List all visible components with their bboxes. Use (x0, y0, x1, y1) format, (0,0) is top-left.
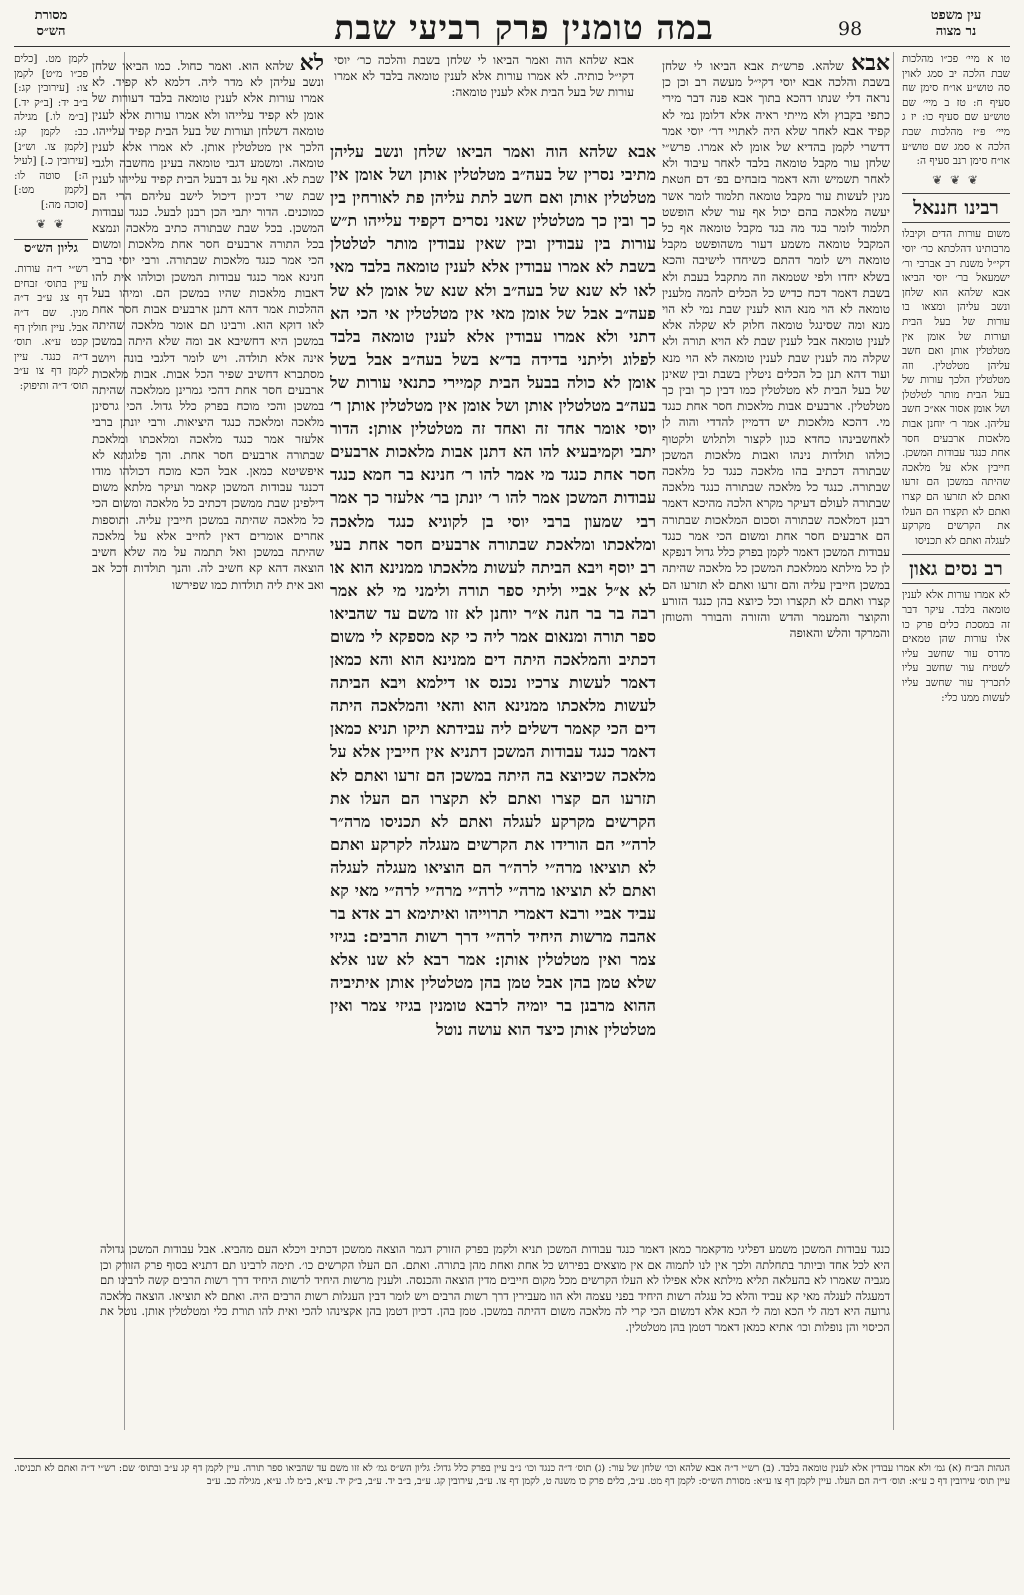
rashi-text: שלהא. פרש״ת אבא הביאו לי שלחן בשבת והלכה אבא יוסי דקי״ל מעשה רב וכן כן נראה דלי שנתו דהכא בתוך אבא פנה דבר מירי כתפי בקבוץ ולא מייתי ראיה אלא דלומן נמי לא קפיד אבא לאחר שלא היה לאתויי דר׳ יוסי אמר דדשרי לקמן בהדיא של אומן לא אמרו. פרש״י שלחן עור מקבל טומאה בלבד לאחר עיבוד ולא לאחר תשמיש והא דאמר בזבחים בפ׳ דם חטאת מנין לעשות עור מקבל טומאה תלמוד לומר אשר יעשה מלאכה בהם יכול אף עור שלא הופשט תלמוד לומר בגד מה בגד מקבל טומאה אף כל המקבל טומאה משמע דעור משהופשט מקבל טומאה ויש לומר דהתם כשיחדו לישיבה והכא בשלא יחדו ולפי שטמאה וזה מתקבל בעבת ולא בשבת דאמר דכח כדיש כל הכלים להמה מלענין טומאה לא הוי מנא הוא לענין שבת נמי לא הוי מנא ומה שסינגל טומאה חלוק לא שקלה אלא לענין טומאה אבל לענין שבת לא הויא תורה ולא שקלה מה לענין שבת לענין טומאה לא הוי מנא ועוד דהא תנן כל הכלים ניטלין בשבת ובין שאינן של בעל הבית לא מטלטלין כמו דבין כך ובין כך מטלטלין. ארבעים אבות מלאכות חסר אחת כנגד מי. דהכא מלאכות יש דדמיין להדדי והוה לן לאחשבינהו כחדא כגון לקצור ולתלוש ולקטוף כולהו תולדות נינהו ואבות מלאכות המשכן שבתורה דכתיב בהו מלאכה כנגד כל מלאכה שבתורה. כנגד כל מלאכה שבתורה כנגד מלאכה שבתורה לעולם דעיקר מקרא הלכה מהיכא דאמר רבנן דמלאכה שבתורה וסכום המלאכות שבתורה הם ארבעים חסר אחת ומשום הכי אמר כנגד עבודות המשכן דאמר לקמן בפרק כלל גדול דנפקא לן כל מילתא ממלאכת המשכן כל מלאכה שהיתה במשכן חייבין עליה והם זרעו ואתם לא תזרעו הם קצרו ואתם לא תקצרו וכל כיוצא בהן כנגד הזורע והקוצר והמעמר והדש והזורה והבורר והטוחן והמרקד והלש והאופה (662, 59, 890, 641)
gilyon-hashas-text: רש״י ד״ה עורות. עיין בתוס׳ זבחים דף צג ע״ב ד״ה מנין. שם ד״ה אבל. עיין חולין דף קכט ע״א. תוס׳ ד״ה כנגד. עיין לקמן דף צו ע״ב תוס׳ ד״ה ותיפוק: (14, 263, 88, 392)
masoret-label-line-1: מסורת (34, 8, 68, 23)
gilyon-hashas-title: גליון הש״ס (14, 239, 88, 258)
tosafot-text: שלהא הוא. ואמר כחול. כמו הביאו שלחן ונשב עליהן לא מדר ליה. דלמא לא קפיד. לא אמרו עורות אלא לענין טומאה בלבד דעורות של אומן לא קפיד עלייהו ולא אמרו עורות אלא לענין טומאה דשלחן ועורות של בעל הבית קפיד עלייהו. הלכך אין מטלטלין אותן. לא אמרו אלא לענין טומאה. ומשמע דגבי טומאה בעינן מחשבה ולגבי שבת לא. ואף על גב דבעל הבית קפיד עלייהו לענין שבת שרי דכיון דיכול לישב עליהם הרי הם כמוכנים. הדור יתבי הכן רבנן לבעל. כנגד עבודות המשכן. בכל שבת שבתורה כתיב מלאכה ונמצא בכל התורה ארבעים חסר אחת מלאכות ומשום הכי אמר כנגד מלאכות שבתורה. ורבי יוסי ברבי חנינא אמר כנגד עבודות המשכן וכולהו אית להו דאבות מלאכות שהיו במשכן הם. ומיהו בעל ההלכות אמר דהא דתנן ארבעים אבות חסר אחת לאו דוקא הוא. ורבינו תם אומר מלאכה שהיתה במשכן היא דחשיבא אב ומה שלא היתה במשכן אינה אלא תולדה. ויש לומר דלגבי בונה ויושב מסתברא דחשיב שפיר הכל אבות. אבות מלאכות ארבעים חסר אחת דהכי גמרינן ממלאכה שהיתה במשכן והכי מוכח בפרק כלל גדול. הכי גרסינן מלאכה ומלאכה כנגד היציאות. ורבי יונתן ברבי אלעזר אמר כנגד מלאכה ומלאכתו ומלאכת שבתורה ארבעים חסר אחת. והך פלוגתא לא איפשיטא כמאן. אבל הכא מוכח דכולהו מודו דכנגד עבודות המשכן קאמר ועיקר מלתא משום דילפינן שבת ממשכן דכתיב כל מלאכה ומשום הכי כל מלאכה שהיתה במשכן חייבין עליה. ותוספות אחרים אומרים דאין לחייב אלא על מלאכה שהיתה במשכן ואל תתמה על מה שלא חשיב הוצאה דהא קא חשיב לה. והנך תולדות דכל אב ואב אית ליה תולדות כמו שפירשו (92, 59, 324, 592)
rav-nissim-gaon-title: רב נסים גאון (902, 554, 1010, 584)
footer-rule (14, 1458, 1010, 1459)
bottom-commentary: כנגד עבודות המשכן משמע דפליגי מדקאמר כמאן דאמר כנגד עבודות המשכן תניא ולקמן בפרק הזורק דגמר הוצאה ממשכן דכתיב ויכלא העם מהביא. אבל עבודות המשכן גדולה היא לכל אחד וביותר בתחלתה ולכך אין לנו לתמוה אם אין מוצאים בפירוש כל אחת ואחת מהן בתורה. ואתם. הם העלו הקרשים כו׳. תימה לרבינו תם דתניא בסוף פרק הזורק וכן מגביה שאמרו לא בהעלאה תליא מילתא אלא אפילו לא העלו הקרשים מכל מקום חייבים מדין הוצאה והכנסה. ולענין מרשות היחיד לרשות היחיד דרך רשות הרבים קשה לרבינו תם דמעגלה לעגלה מאי קא עביד והלא כל עגלה רשות היחיד בפני עצמה ולא הוו מעבירין דרך רשות הרבים ויש לומר דבין העגלות רשות הרבים היה. ואתם לא תוציאו. הוצאה מלאכה גרועה היא דמה לי הכא ומה לי הכא אלא דמשום הכי קרי לה מלאכה משום דהיתה במשכן. טמן בהן. דכיון דטמן בהן אקצינהו להכי ואית להו תורת כלי ומטלטלין אותן. נוטל את הכיסוי והן נופלות וכו׳ אתיא כמאן דאמר דטמן בהן מטלטלין. (100, 1242, 890, 1334)
page-number: 98 (838, 18, 863, 40)
ein-mishpat-label (902, 8, 1010, 40)
gemara-main-text: אבא שלהא הוה ואמר הביאו שלחן ונשב עליהן מתיבי נסרין של בעה״ב מטלטלין אותן ושל אומן אין מטלטלין אותן ואם חשב לתת עליהן פת לאורחין בין כך ובין כך מטלטלין שאני נסרים דקפיד עלייהו ת״ש עורות בין עבודין ובין שאין עבודין מותר לטלטלן בשבת לא אמרו עבודין אלא לענין טומאה בלבד מאי לאו לא שנא של בעה״ב ולא שנא של אומן לא של פעה״ב אבל של אומן מאי אין מטלטלין אי הכי הא דתני ולא אמרו עבודין אלא לענין טומאה בלבד לפלוג וליתני בדידה בד״א בשל בעה״ב אבל בשל אומן לא כולה בבעל הבית קמיירי כתנאי עורות של בעה״ב מטלטלין אותן ושל אומן אין מטלטלין אותן ר׳ יוסי אומר אחד זה ואחד זה מטלטלין אותן: הדור יתבי וקמיבעיא להו הא דתנן אבות מלאכות ארבעים חסר אחת כנגד מי אמר להו ר׳ חנינא בר חמא כנגד עבודות המשכן אמר להו ר׳ יונתן בר׳ אלעזר כך אמר רבי שמעון ברבי יוסי בן לקוניא כנגד מלאכה ומלאכתו ומלאכת שבתורה ארבעים חסר אחת בעי רב יוסף ויבא הביתה לעשות מלאכתו ממנינא הוא או לא א״ל אביי וליתי ספר תורה ולימני מי לא אמר רבה בר בר חנה א״ר יוחנן לא זזו משם עד שהביאו ספר תורה ומנאום אמר ליה כי קא מספקא לי משום דכתיב והמלאכה היתה דים ממנינא הוא והא כמאן דאמר לעשות צרכיו נכנס או דילמא ויבא הביתה לעשות מלאכתו ממנינא הוא והאי והמלאכה היתה דים הכי קאמר דשלים ליה עבידתא תיקו תניא כמאן דאמר כנגד עבודות המשכן דתניא אין חייבין אלא על מלאכה שכיוצא בה היתה במשכן הם זרעו ואתם לא תזרעו הם קצרו ואתם לא תקצרו הם העלו את הקרשים מקרקע לעגלה ואתם לא תכניסו מרה״ר לרה״י הם הורידו את הקרשים מעגלה לקרקע ואתם לא תוציאו מרה״י לרה״ר הם הוציאו מעגלה לעגלה ואתם לא תוציאו מרה״י לרה״י מרה״י לרה״י מאי קא עביד אביי ורבא דאמרי תרוייהו ואיתימא רב אדא בר אהבה מרשות היחיד לרה״י דרך רשות הרבים: בגיזי צמר ואין מטלטלין אותן: אמר רבא לא שנו אלא שלא טמן בהן אבל טמן בהן מטלטלין אותן איתיביה ההוא מרבנן בר יומיה לרבא טומנין בגיזי צמר ואין מטלטלין אותן כיצד הוא עושה נוטל (330, 142, 656, 1039)
gilyon-ornament: ❦ ❦ (36, 216, 66, 231)
section-ornament: ❦ ❦ ❦ (932, 172, 980, 187)
column-divider-right (893, 52, 894, 1430)
tosafot-commentary (92, 52, 324, 1222)
ein-mishpat-label-line-1: עין משפט (930, 8, 982, 23)
page-header (14, 6, 1010, 46)
tosafot-opening-word: לא (299, 52, 324, 76)
header-rule (14, 46, 1010, 47)
right-margin-column (902, 52, 1010, 1430)
masoret-hashas-label (14, 8, 88, 40)
ein-mishpat-text: טו א מיי׳ פכ״ו מהלכות שבת הלכה יב סמג לאוין סה טוש״ע או״ח סימן שח סעיף ח: טז ב מיי׳ שם טוש״ע שם סעיף כו: יז ג מיי׳ פ״ז מהלכות שבת הלכה א סמג שם טוש״ע או״ח סימן רנב סעיף ה: (902, 53, 1010, 168)
rashi-commentary (662, 52, 890, 1222)
footer-notes: הגהות הב״ח (א) גמ׳ ולא אמרו עבודין אלא לענין טומאה בלבד. (ב) רש״י ד״ה אבא שלהא וכו׳ שלחן של עור: (ג) תוס׳ ד״ה כנגד וכו׳ נ״ב עיין בפרק כלל גדול: גליון הש״ס גמ׳ לא זזו משם עד שהביאו ספר תורה. עיין לקמן דף קג ע״ב ובתוס׳ שם: רש״י ד״ה ואתם לא תכניסו. עיין תוס׳ עירובין דף כ ע״א: תוס׳ ד״ה הם העלו. עיין לקמן דף צו ע״א: מסורת הש״ס: לקמן דף מט. ע״ב, כלים פרק כו משנה ט, לקמן דף צו. ע״ב, עירובין קג. ע״ב, ב״ב יד. ע״ב, ב״ק יד. ע״א, ב״מ לו. ע״א, מגילה כב. ע״ב (14, 1463, 1010, 1488)
rashi-opening-word: אבא (851, 52, 890, 76)
rabbeinu-chananel-text: משום עורות הדים וקיבלו מרבותינו דהלכתא כר׳ יוסי דקי״ל משנת רב אברבי ור׳ ישמעאל בר׳ יוסי הביאו אבא שלהא הוא שלחן ונשב עליהן ומצאו בו עורות של בעל הבית ועורות של אומן אין מטלטלין אותן ואם חשב עליהן מטלטלין. וזה מטלטלין הלכך עורות של בעל הבית מותר לטלטלן ושל אומן אסור אא״כ חשב עליהן. אמר ר׳ יוחנן אבות מלאכות ארבעים חסר אחת כנגד עבודות המשכן. חייבין אלא על מלאכה שהיתה במשכן הם זרעו ואתם לא תזרעו הם קצרו ואתם לא תקצרו הם העלו את הקרשים מקרקע לעגלה ואתם לא תכניסו (902, 228, 1010, 547)
page-title: במה טומנין פרק רביעי שבת (334, 8, 714, 47)
ein-mishpat-label-line-2: נר מצוה (935, 24, 977, 39)
rabbeinu-chananel-title: רבינו חננאל (902, 193, 1010, 223)
left-margin-column (14, 52, 88, 1430)
masoret-hashas-text: לקמן מט. [כלים פכ״ו מ״ט] לקמן צו: [עירובין קג:] ב״ב יד: [ב״ק יד.] [ב״מ לו.] מגילה כב: לקמן קג: [לקמן צו. וש״נ] [עירובין כ.] [לעיל ה:] סוטה לו: [לקמן מט:] [סוכה מה:] (14, 53, 88, 211)
rav-nissim-gaon-text: לא אמרו עורות אלא לענין טומאה בלבד. עיקר דבר זה במסכת כלים פרק כו אלו עורות שהן טמאים מדרס עור שחשב עליו לשטיח עור שחשב עליו לתכריך עור שחשב עליו לעשות ממנו כלי: (902, 589, 1010, 704)
masoret-label-line-2: הש״ס (36, 24, 66, 39)
gemara-top-gloss: אבא שלהא הוה ואמר הביאו לי שלחן בשבת והלכה כר׳ יוסי דקי״ל כותיה. לא אמרו עורות אלא לענין טומאה בלבד לא אמרו עורות של בעל הבית אלא לענין טומאה: (334, 53, 634, 100)
